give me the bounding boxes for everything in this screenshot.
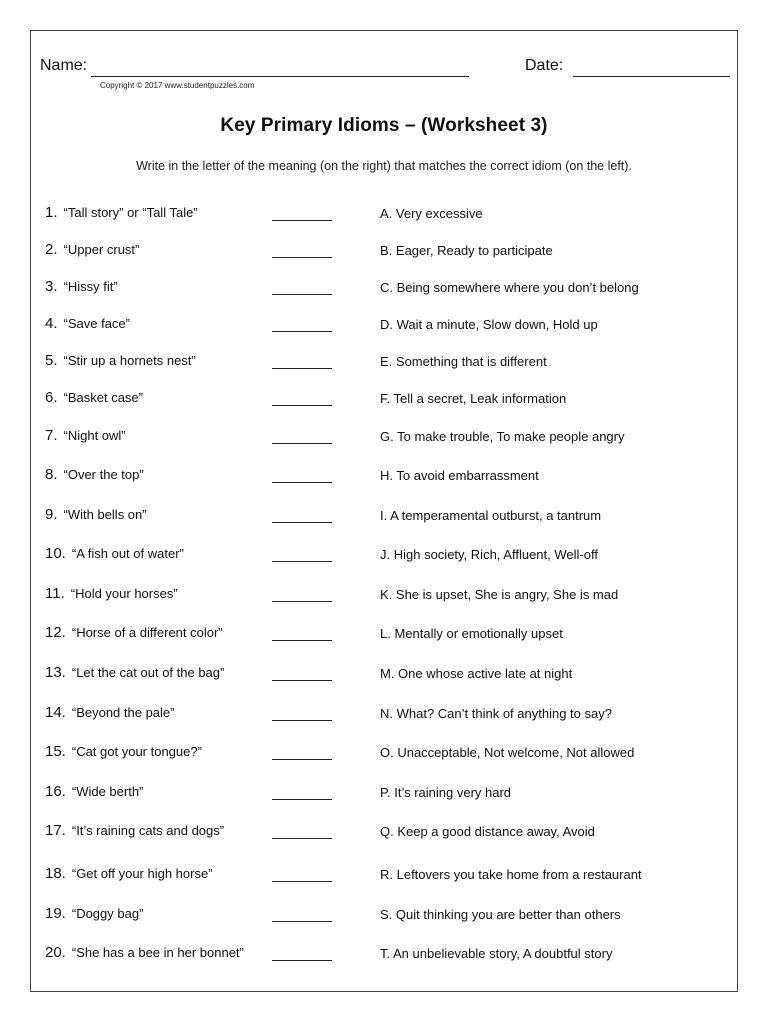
answer-blank (272, 881, 332, 882)
idiom-number: 6. (45, 389, 58, 406)
answer-blank (272, 220, 332, 221)
idiom-row (31, 704, 737, 726)
idiom-row (31, 783, 737, 805)
idiom-item (45, 783, 143, 800)
idiom-text: “Doggy bag” (71, 906, 144, 921)
idiom-text: “Cat got your tongue?” (71, 744, 202, 759)
idiom-text: “Over the top” (63, 467, 144, 482)
meaning-text: M. One whose active late at night (380, 666, 573, 681)
answer-blank (272, 522, 332, 523)
copyright-text: Copyright © 2017 www.studentpuzzles.com (100, 81, 255, 90)
meaning-text: C. Being somewhere where you don’t belong (380, 280, 639, 295)
meaning-text: N. What? Can’t think of anything to say? (380, 706, 612, 721)
idiom-item (45, 865, 213, 882)
meaning-text: P. It’s raining very hard (380, 785, 512, 800)
idiom-number: 17. (45, 822, 66, 839)
answer-blank (272, 921, 332, 922)
idiom-item (45, 545, 184, 562)
idiom-row (31, 822, 737, 844)
idiom-text: “Get off your high horse” (71, 866, 213, 881)
meaning-text: G. To make trouble, To make people angry (380, 429, 625, 444)
idiom-item (45, 352, 196, 369)
idiom-item (45, 389, 143, 406)
idiom-number: 20. (45, 944, 66, 961)
idiom-number: 10. (45, 545, 66, 562)
idiom-row (31, 944, 737, 966)
idiom-text: “Tall story” or “Tall Tale” (63, 205, 198, 220)
idiom-row (31, 241, 737, 263)
meaning-text: K. She is upset, She is angry, She is mad (380, 587, 619, 602)
idiom-number: 18. (45, 865, 66, 882)
meaning-text: E. Something that is different (380, 354, 547, 369)
idiom-number: 1. (45, 204, 58, 221)
idiom-text: “Night owl” (63, 428, 126, 443)
answer-blank (272, 640, 332, 641)
meaning-text: J. High society, Rich, Affluent, Well-off (380, 547, 598, 562)
idiom-number: 11. (45, 585, 65, 602)
answer-blank (272, 257, 332, 258)
worksheet-title: Key Primary Idioms – (Worksheet 3) (220, 115, 548, 136)
idiom-row (31, 905, 737, 927)
idiom-row (31, 506, 737, 528)
meaning-text: B. Eager, Ready to participate (380, 243, 553, 258)
idiom-row (31, 585, 737, 607)
idiom-number: 13. (45, 664, 66, 681)
idiom-number: 3. (45, 278, 58, 295)
answer-blank (272, 443, 332, 444)
answer-blank (272, 482, 332, 483)
idiom-text: “Hold your horses” (70, 586, 178, 601)
answer-blank (272, 720, 332, 721)
idiom-item (45, 704, 174, 721)
idiom-text: “It’s raining cats and dogs” (71, 823, 225, 838)
idiom-item (45, 204, 198, 221)
answer-blank (272, 759, 332, 760)
idiom-text: “She has a bee in her bonnet” (71, 945, 244, 960)
idiom-row (31, 389, 737, 411)
idiom-number: 14. (45, 704, 66, 721)
idiom-text: “Let the cat out of the bag” (71, 665, 225, 680)
idiom-text: “Upper crust” (63, 242, 140, 257)
idiom-row (31, 664, 737, 686)
idiom-text: “Basket case” (63, 390, 143, 405)
idiom-item (45, 466, 144, 483)
idiom-number: 12. (45, 624, 66, 641)
meaning-text: S. Quit thinking you are better than others (380, 907, 621, 922)
idiom-item (45, 743, 202, 760)
answer-blank (272, 838, 332, 839)
idiom-row (31, 204, 737, 226)
idiom-number: 15. (45, 743, 66, 760)
meaning-text: Q. Keep a good distance away, Avoid (380, 824, 595, 839)
answer-blank (272, 331, 332, 332)
idiom-row (31, 427, 737, 449)
idiom-item (45, 624, 223, 641)
idiom-item (45, 822, 224, 839)
idiom-number: 2. (45, 241, 58, 258)
idiom-row (31, 865, 737, 887)
idiom-row (31, 352, 737, 374)
meaning-text: T. An unbelievable story, A doubtful story (380, 946, 613, 961)
meaning-text: O. Unacceptable, Not welcome, Not allowed (380, 745, 635, 760)
meaning-text: R. Leftovers you take home from a restaurant (380, 867, 642, 882)
meaning-text: D. Wait a minute, Slow down, Hold up (380, 317, 598, 332)
idiom-text: “Wide berth” (71, 784, 144, 799)
idiom-number: 7. (45, 427, 58, 444)
idiom-item (45, 506, 147, 523)
meaning-text: L. Mentally or emotionally upset (380, 626, 563, 641)
idiom-row (31, 278, 737, 300)
idiom-row (31, 624, 737, 646)
idiom-item (45, 427, 126, 444)
idiom-number: 5. (45, 352, 58, 369)
idiom-number: 8. (45, 466, 58, 483)
idiom-item (45, 905, 143, 922)
idiom-row (31, 743, 737, 765)
idiom-item (45, 585, 178, 602)
idiom-number: 16. (45, 783, 66, 800)
answer-blank (272, 561, 332, 562)
idiom-rows (31, 31, 737, 991)
idiom-text: “Stir up a hornets nest” (63, 353, 196, 368)
idiom-number: 9. (45, 506, 58, 523)
meaning-text: I. A temperamental outburst, a tantrum (380, 508, 602, 523)
instructions-text: Write in the letter of the meaning (on the right) that matches the correct idiom (on the left). (136, 159, 632, 173)
meaning-text: A. Very excessive (380, 206, 483, 221)
worksheet-page (30, 30, 738, 992)
idiom-text: “Horse of a different color” (71, 625, 223, 640)
idiom-item (45, 241, 139, 258)
answer-blank (272, 294, 332, 295)
idiom-row (31, 466, 737, 488)
idiom-row (31, 545, 737, 567)
date-label: Date: (525, 57, 564, 74)
idiom-item (45, 664, 224, 681)
answer-blank (272, 368, 332, 369)
answer-blank (272, 405, 332, 406)
answer-blank (272, 799, 332, 800)
answer-blank (272, 680, 332, 681)
idiom-item (45, 278, 118, 295)
idiom-number: 19. (45, 905, 66, 922)
idiom-item (45, 315, 130, 332)
idiom-row (31, 315, 737, 337)
idiom-text: “With bells on” (63, 507, 147, 522)
idiom-item (45, 944, 244, 961)
name-label: Name: (40, 57, 88, 74)
meaning-text: F. Tell a secret, Leak information (380, 391, 567, 406)
meaning-text: H. To avoid embarrassment (380, 468, 539, 483)
idiom-text: “Hissy fit” (63, 279, 118, 294)
idiom-number: 4. (45, 315, 58, 332)
answer-blank (272, 960, 332, 961)
idiom-text: “Save face” (63, 316, 130, 331)
idiom-text: “Beyond the pale” (71, 705, 175, 720)
answer-blank (272, 601, 332, 602)
idiom-text: “A fish out of water” (71, 546, 184, 561)
